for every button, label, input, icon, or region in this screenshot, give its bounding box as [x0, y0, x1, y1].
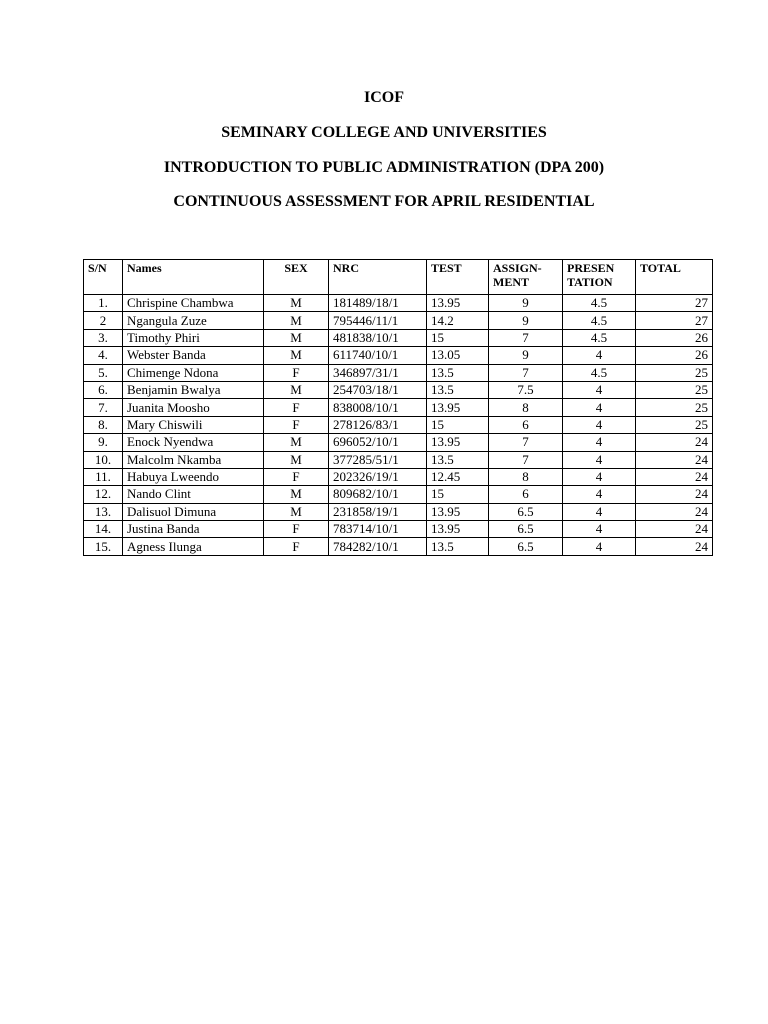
cell-name: Webster Banda [123, 347, 264, 364]
cell-assignment: 6 [489, 486, 563, 503]
cell-sn: 3. [84, 329, 123, 346]
cell-presentation: 4.5 [563, 295, 636, 312]
cell-name: Juanita Moosho [123, 399, 264, 416]
table-row [84, 416, 713, 433]
cell-sex: M [264, 434, 329, 451]
cell-sn: 12. [84, 486, 123, 503]
cell-nrc: 795446/11/1 [329, 312, 427, 329]
cell-test: 15 [427, 329, 489, 346]
header-names: Names [123, 260, 264, 295]
cell-sex: M [264, 486, 329, 503]
cell-test: 13.95 [427, 295, 489, 312]
cell-total: 26 [636, 329, 713, 346]
cell-name: Nando Clint [123, 486, 264, 503]
cell-sn: 2 [84, 312, 123, 329]
cell-nrc: 809682/10/1 [329, 486, 427, 503]
table-body [84, 295, 713, 556]
cell-assignment: 9 [489, 312, 563, 329]
cell-presentation: 4 [563, 451, 636, 468]
cell-presentation: 4 [563, 347, 636, 364]
table-row [84, 312, 713, 329]
cell-nrc: 346897/31/1 [329, 364, 427, 381]
header-sex: SEX [264, 260, 329, 295]
cell-nrc: 377285/51/1 [329, 451, 427, 468]
cell-presentation: 4.5 [563, 364, 636, 381]
cell-test: 13.05 [427, 347, 489, 364]
cell-nrc: 231858/19/1 [329, 503, 427, 520]
cell-sn: 1. [84, 295, 123, 312]
cell-sex: F [264, 399, 329, 416]
cell-assignment: 7.5 [489, 381, 563, 398]
cell-sex: M [264, 451, 329, 468]
cell-name: Mary Chiswili [123, 416, 264, 433]
cell-sex: M [264, 312, 329, 329]
cell-test: 13.95 [427, 521, 489, 538]
cell-presentation: 4 [563, 381, 636, 398]
cell-test: 13.5 [427, 538, 489, 555]
cell-total: 24 [636, 538, 713, 555]
assessment-table [83, 259, 713, 556]
cell-test: 13.95 [427, 434, 489, 451]
cell-assignment: 9 [489, 295, 563, 312]
cell-test: 15 [427, 416, 489, 433]
cell-total: 27 [636, 295, 713, 312]
cell-name: Enock Nyendwa [123, 434, 264, 451]
cell-sn: 4. [84, 347, 123, 364]
cell-assignment: 6.5 [489, 538, 563, 555]
cell-presentation: 4.5 [563, 329, 636, 346]
cell-total: 25 [636, 399, 713, 416]
cell-name: Justina Banda [123, 521, 264, 538]
header-total: TOTAL [636, 260, 713, 295]
cell-assignment: 6.5 [489, 521, 563, 538]
cell-assignment: 8 [489, 399, 563, 416]
cell-sex: F [264, 468, 329, 485]
cell-sex: M [264, 329, 329, 346]
cell-assignment: 7 [489, 364, 563, 381]
header-presentation: PRESEN TATION [563, 260, 636, 295]
course-title: INTRODUCTION TO PUBLIC ADMINISTRATION (DPA 200) [163, 159, 605, 176]
cell-total: 24 [636, 486, 713, 503]
cell-nrc: 254703/18/1 [329, 381, 427, 398]
cell-presentation: 4 [563, 416, 636, 433]
cell-sex: M [264, 381, 329, 398]
header-sn: S/N [84, 260, 123, 295]
table-row [84, 329, 713, 346]
cell-nrc: 783714/10/1 [329, 521, 427, 538]
cell-total: 24 [636, 503, 713, 520]
cell-nrc: 838008/10/1 [329, 399, 427, 416]
cell-presentation: 4.5 [563, 312, 636, 329]
cell-total: 24 [636, 521, 713, 538]
cell-assignment: 7 [489, 451, 563, 468]
cell-sn: 7. [84, 399, 123, 416]
cell-presentation: 4 [563, 521, 636, 538]
table-row [84, 486, 713, 503]
cell-nrc: 611740/10/1 [329, 347, 427, 364]
cell-sex: F [264, 521, 329, 538]
cell-nrc: 481838/10/1 [329, 329, 427, 346]
institution-name: SEMINARY COLLEGE AND UNIVERSITIES [221, 124, 547, 141]
cell-total: 27 [636, 312, 713, 329]
cell-sex: M [264, 295, 329, 312]
cell-name: Agness Ilunga [123, 538, 264, 555]
cell-sn: 5. [84, 364, 123, 381]
cell-sex: M [264, 347, 329, 364]
cell-presentation: 4 [563, 503, 636, 520]
cell-presentation: 4 [563, 468, 636, 485]
cell-nrc: 278126/83/1 [329, 416, 427, 433]
cell-assignment: 8 [489, 468, 563, 485]
table-row [84, 468, 713, 485]
cell-test: 13.95 [427, 503, 489, 520]
cell-assignment: 9 [489, 347, 563, 364]
cell-name: Habuya Lweendo [123, 468, 264, 485]
cell-sex: F [264, 364, 329, 381]
cell-assignment: 7 [489, 434, 563, 451]
cell-nrc: 202326/19/1 [329, 468, 427, 485]
cell-test: 13.5 [427, 364, 489, 381]
cell-name: Chimenge Ndona [123, 364, 264, 381]
cell-name: Ngangula Zuze [123, 312, 264, 329]
cell-assignment: 7 [489, 329, 563, 346]
cell-test: 13.5 [427, 451, 489, 468]
table-row [84, 295, 713, 312]
header-nrc: NRC [329, 260, 427, 295]
cell-assignment: 6.5 [489, 503, 563, 520]
cell-name: Malcolm Nkamba [123, 451, 264, 468]
cell-sex: F [264, 538, 329, 555]
cell-presentation: 4 [563, 486, 636, 503]
table-header-row [84, 260, 713, 295]
header-assignment: ASSIGN-MENT [489, 260, 563, 295]
cell-presentation: 4 [563, 399, 636, 416]
cell-sn: 14. [84, 521, 123, 538]
header-test: TEST [427, 260, 489, 295]
table-row [84, 451, 713, 468]
document-title: ICOF [364, 89, 404, 106]
cell-sn: 13. [84, 503, 123, 520]
table-row [84, 521, 713, 538]
cell-test: 15 [427, 486, 489, 503]
cell-test: 13.5 [427, 381, 489, 398]
assessment-title: CONTINUOUS ASSESSMENT FOR APRIL RESIDENTIAL [173, 193, 595, 210]
table-row [84, 381, 713, 398]
cell-nrc: 696052/10/1 [329, 434, 427, 451]
cell-test: 14.2 [427, 312, 489, 329]
cell-total: 24 [636, 451, 713, 468]
table-row [84, 434, 713, 451]
table-row [84, 364, 713, 381]
cell-name: Chrispine Chambwa [123, 295, 264, 312]
cell-nrc: 784282/10/1 [329, 538, 427, 555]
cell-presentation: 4 [563, 434, 636, 451]
cell-presentation: 4 [563, 538, 636, 555]
cell-name: Dalisuol Dimuna [123, 503, 264, 520]
cell-sn: 11. [84, 468, 123, 485]
table-row [84, 503, 713, 520]
cell-total: 25 [636, 416, 713, 433]
cell-sex: M [264, 503, 329, 520]
table-row [84, 399, 713, 416]
cell-sn: 6. [84, 381, 123, 398]
cell-assignment: 6 [489, 416, 563, 433]
cell-nrc: 181489/18/1 [329, 295, 427, 312]
cell-sn: 10. [84, 451, 123, 468]
cell-sex: F [264, 416, 329, 433]
cell-name: Benjamin Bwalya [123, 381, 264, 398]
cell-total: 26 [636, 347, 713, 364]
cell-test: 12.45 [427, 468, 489, 485]
cell-name: Timothy Phiri [123, 329, 264, 346]
cell-total: 25 [636, 364, 713, 381]
cell-total: 24 [636, 434, 713, 451]
table-row [84, 538, 713, 555]
cell-sn: 15. [84, 538, 123, 555]
table-row [84, 347, 713, 364]
cell-sn: 9. [84, 434, 123, 451]
cell-total: 24 [636, 468, 713, 485]
cell-test: 13.95 [427, 399, 489, 416]
cell-sn: 8. [84, 416, 123, 433]
cell-total: 25 [636, 381, 713, 398]
